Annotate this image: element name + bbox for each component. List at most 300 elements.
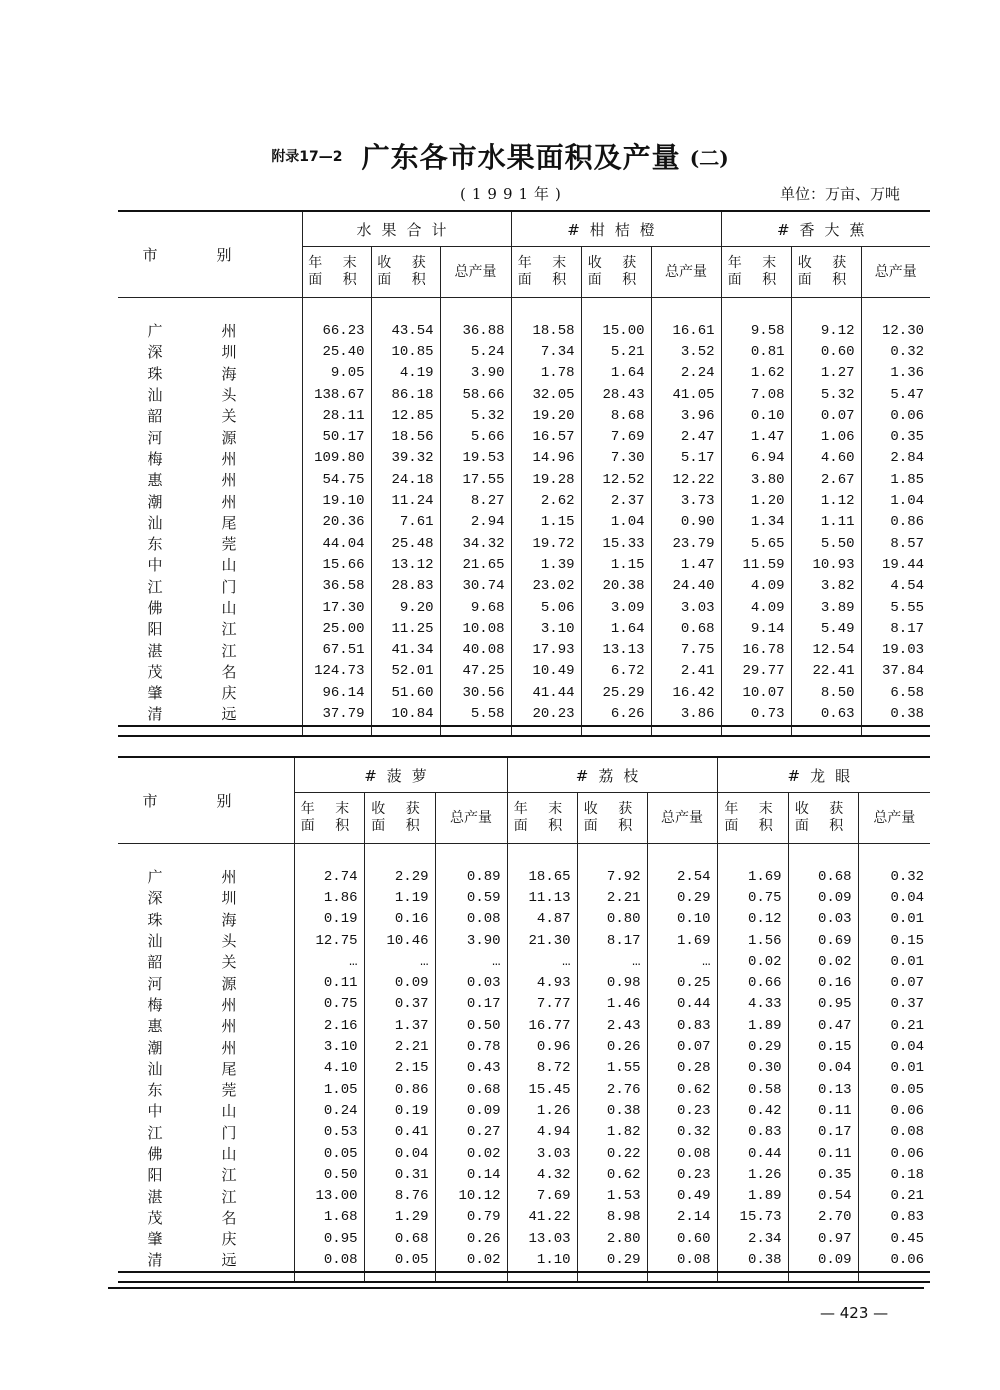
value-cell: 0.78 xyxy=(435,1036,507,1057)
value-cell: 2.84 xyxy=(861,448,930,469)
value-cell: 66.23 xyxy=(302,320,371,341)
city-name: 珠 海 xyxy=(118,909,294,930)
value-cell: 0.97 xyxy=(788,1228,858,1249)
value-cell: 0.79 xyxy=(435,1207,507,1228)
value-cell: 10.85 xyxy=(371,341,440,362)
value-cell: 0.08 xyxy=(858,1122,930,1143)
value-cell: 0.04 xyxy=(858,887,930,908)
value-cell: 0.96 xyxy=(507,1036,577,1057)
value-cell: 1.89 xyxy=(717,1185,788,1206)
value-cell: 1.46 xyxy=(577,994,647,1015)
value-cell: 9.12 xyxy=(791,320,861,341)
value-cell: 17.93 xyxy=(511,639,581,660)
city-name: 江 门 xyxy=(118,1122,294,1143)
value-cell: 2.62 xyxy=(511,490,581,511)
value-cell: 5.55 xyxy=(861,597,930,618)
value-cell: 25.00 xyxy=(302,618,371,639)
value-cell: 4.32 xyxy=(507,1164,577,1185)
value-cell: 19.03 xyxy=(861,639,930,660)
title-part: (二) xyxy=(689,145,729,170)
value-cell: 18.65 xyxy=(507,866,577,887)
value-cell: 0.60 xyxy=(647,1228,717,1249)
value-cell: 2.43 xyxy=(577,1015,647,1036)
value-cell: 0.01 xyxy=(858,951,930,972)
value-cell: 4.54 xyxy=(861,576,930,597)
value-cell: 0.68 xyxy=(651,618,721,639)
value-cell: 0.35 xyxy=(788,1164,858,1185)
value-cell: 0.08 xyxy=(294,1249,364,1271)
value-cell: 124.73 xyxy=(302,661,371,682)
value-cell: 2.21 xyxy=(364,1036,435,1057)
value-cell: 9.68 xyxy=(440,597,511,618)
city-name: 茂 名 xyxy=(118,1207,294,1228)
value-cell: 32.05 xyxy=(511,384,581,405)
value-cell: 41.22 xyxy=(507,1207,577,1228)
sub-header-output: 总产量 xyxy=(440,247,511,298)
value-cell: 9.20 xyxy=(371,597,440,618)
value-cell: 5.06 xyxy=(511,597,581,618)
city-name: 梅 州 xyxy=(118,448,302,469)
fruit-table-2 xyxy=(118,756,930,1283)
value-cell: 16.77 xyxy=(507,1015,577,1036)
value-cell: 13.13 xyxy=(581,639,651,660)
city-name: 佛 山 xyxy=(118,597,302,618)
value-cell: 0.68 xyxy=(364,1228,435,1249)
value-cell: 0.10 xyxy=(721,405,791,426)
value-cell: 44.04 xyxy=(302,533,371,554)
value-cell: 0.22 xyxy=(577,1143,647,1164)
city-name: 湛 江 xyxy=(118,639,302,660)
value-cell: 0.32 xyxy=(647,1122,717,1143)
value-cell: 2.76 xyxy=(577,1079,647,1100)
table-row xyxy=(118,1249,930,1271)
value-cell: 0.37 xyxy=(364,994,435,1015)
value-cell: 0.23 xyxy=(647,1100,717,1121)
value-cell: 1.82 xyxy=(577,1122,647,1143)
value-cell: 0.90 xyxy=(651,512,721,533)
value-cell: 0.81 xyxy=(721,341,791,362)
page-title: 广东各市水果面积及产量 xyxy=(361,141,681,174)
table-row xyxy=(118,426,930,447)
value-cell: 21.30 xyxy=(507,930,577,951)
value-cell: 12.85 xyxy=(371,405,440,426)
sub-header-harvested: 收 获 面 积 xyxy=(371,247,440,298)
sub-header-area: 年 末 面 积 xyxy=(507,793,577,844)
value-cell: 3.10 xyxy=(511,618,581,639)
value-cell: 0.50 xyxy=(294,1164,364,1185)
value-cell: 0.15 xyxy=(788,1036,858,1057)
value-cell: 5.50 xyxy=(791,533,861,554)
value-cell: 23.79 xyxy=(651,533,721,554)
value-cell: 4.60 xyxy=(791,448,861,469)
value-cell: 0.43 xyxy=(435,1058,507,1079)
value-cell: 0.44 xyxy=(647,994,717,1015)
value-cell: 0.29 xyxy=(577,1249,647,1271)
table-row xyxy=(118,1079,930,1100)
value-cell: 0.06 xyxy=(858,1249,930,1271)
table-row xyxy=(118,1185,930,1206)
spacer-row xyxy=(118,1272,930,1282)
value-cell: 0.08 xyxy=(435,909,507,930)
value-cell: 20.23 xyxy=(511,703,581,725)
value-cell: 9.05 xyxy=(302,363,371,384)
spacer-row xyxy=(118,298,930,321)
value-cell: 0.09 xyxy=(435,1100,507,1121)
footer-rule xyxy=(108,1287,924,1289)
value-cell: 0.68 xyxy=(435,1079,507,1100)
value-cell: 0.66 xyxy=(717,972,788,993)
value-cell: 3.03 xyxy=(651,597,721,618)
value-cell: 0.49 xyxy=(647,1185,717,1206)
value-cell: 16.78 xyxy=(721,639,791,660)
value-cell: 1.64 xyxy=(581,618,651,639)
value-cell: 0.05 xyxy=(858,1079,930,1100)
value-cell: 25.40 xyxy=(302,341,371,362)
value-cell: 0.41 xyxy=(364,1122,435,1143)
value-cell: 4.09 xyxy=(721,576,791,597)
value-cell: 0.25 xyxy=(647,972,717,993)
value-cell: 28.83 xyxy=(371,576,440,597)
city-name: 阳 江 xyxy=(118,618,302,639)
value-cell: 5.58 xyxy=(440,703,511,725)
sub-header-harvested: 收 获 面 积 xyxy=(577,793,647,844)
table-row xyxy=(118,533,930,554)
value-cell: 0.58 xyxy=(717,1079,788,1100)
value-cell: 1.62 xyxy=(721,363,791,384)
table-row xyxy=(118,554,930,575)
value-cell: 30.74 xyxy=(440,576,511,597)
value-cell: 1.39 xyxy=(511,554,581,575)
city-name: 佛 山 xyxy=(118,1143,294,1164)
value-cell: 1.47 xyxy=(651,554,721,575)
value-cell: 4.94 xyxy=(507,1122,577,1143)
value-cell: … xyxy=(577,951,647,972)
city-name: 茂 名 xyxy=(118,661,302,682)
value-cell: 0.10 xyxy=(647,909,717,930)
value-cell: 8.50 xyxy=(791,682,861,703)
spacer-row xyxy=(118,726,930,736)
value-cell: 0.09 xyxy=(788,887,858,908)
value-cell: 0.45 xyxy=(858,1228,930,1249)
value-cell: 1.69 xyxy=(647,930,717,951)
value-cell: 19.20 xyxy=(511,405,581,426)
value-cell: 0.05 xyxy=(294,1143,364,1164)
sub-header-harvested: 收 获 面 积 xyxy=(791,247,861,298)
value-cell: 0.07 xyxy=(791,405,861,426)
city-name: 汕 尾 xyxy=(118,1058,294,1079)
value-cell: 0.13 xyxy=(788,1079,858,1100)
value-cell: 0.59 xyxy=(435,887,507,908)
group-header: #香大蕉 xyxy=(721,211,930,247)
value-cell: 16.61 xyxy=(651,320,721,341)
value-cell: 0.03 xyxy=(435,972,507,993)
value-cell: 12.52 xyxy=(581,469,651,490)
value-cell: 0.29 xyxy=(717,1036,788,1057)
value-cell: 28.43 xyxy=(581,384,651,405)
value-cell: 4.87 xyxy=(507,909,577,930)
value-cell: 5.32 xyxy=(791,384,861,405)
value-cell: 16.42 xyxy=(651,682,721,703)
value-cell: 15.45 xyxy=(507,1079,577,1100)
value-cell: 1.86 xyxy=(294,887,364,908)
table-row xyxy=(118,341,930,362)
value-cell: 0.26 xyxy=(435,1228,507,1249)
value-cell: 2.29 xyxy=(364,866,435,887)
value-cell: 8.72 xyxy=(507,1058,577,1079)
value-cell: 0.07 xyxy=(858,972,930,993)
value-cell: 15.00 xyxy=(581,320,651,341)
value-cell: 1.29 xyxy=(364,1207,435,1228)
sub-header-area: 年 末 面 积 xyxy=(302,247,371,298)
value-cell: 14.96 xyxy=(511,448,581,469)
value-cell: 67.51 xyxy=(302,639,371,660)
value-cell: 0.89 xyxy=(435,866,507,887)
value-cell: 0.26 xyxy=(577,1036,647,1057)
value-cell: 28.11 xyxy=(302,405,371,426)
value-cell: 10.46 xyxy=(364,930,435,951)
value-cell: 0.08 xyxy=(647,1143,717,1164)
sub-header-output: 总产量 xyxy=(858,793,930,844)
value-cell: 0.60 xyxy=(791,341,861,362)
value-cell: 0.68 xyxy=(788,866,858,887)
value-cell: 5.47 xyxy=(861,384,930,405)
sub-header-output: 总产量 xyxy=(861,247,930,298)
table-row xyxy=(118,469,930,490)
value-cell: 0.21 xyxy=(858,1015,930,1036)
value-cell: 1.19 xyxy=(364,887,435,908)
value-cell: 19.53 xyxy=(440,448,511,469)
value-cell: 8.98 xyxy=(577,1207,647,1228)
table-row xyxy=(118,405,930,426)
value-cell: 1.05 xyxy=(294,1079,364,1100)
value-cell: 0.75 xyxy=(717,887,788,908)
value-cell: 3.96 xyxy=(651,405,721,426)
table-row xyxy=(118,951,930,972)
value-cell: 12.54 xyxy=(791,639,861,660)
value-cell: 4.19 xyxy=(371,363,440,384)
value-cell: 0.63 xyxy=(791,703,861,725)
city-name: 汕 头 xyxy=(118,384,302,405)
city-name: 清 远 xyxy=(118,703,302,725)
table-row xyxy=(118,930,930,951)
value-cell: 0.98 xyxy=(577,972,647,993)
value-cell: 11.13 xyxy=(507,887,577,908)
value-cell: 0.62 xyxy=(647,1079,717,1100)
value-cell: 0.02 xyxy=(435,1249,507,1271)
city-name: 惠 州 xyxy=(118,1015,294,1036)
city-name: 阳 江 xyxy=(118,1164,294,1185)
value-cell: 96.14 xyxy=(302,682,371,703)
table-row xyxy=(118,1143,930,1164)
value-cell: 13.12 xyxy=(371,554,440,575)
value-cell: 0.86 xyxy=(861,512,930,533)
value-cell: 1.20 xyxy=(721,490,791,511)
value-cell: 16.57 xyxy=(511,426,581,447)
value-cell: … xyxy=(647,951,717,972)
city-name: 广 州 xyxy=(118,866,294,887)
value-cell: 1.04 xyxy=(581,512,651,533)
value-cell: 10.93 xyxy=(791,554,861,575)
value-cell: 0.31 xyxy=(364,1164,435,1185)
value-cell: 19.28 xyxy=(511,469,581,490)
value-cell: 41.05 xyxy=(651,384,721,405)
table-row xyxy=(118,448,930,469)
value-cell: 0.11 xyxy=(788,1100,858,1121)
value-cell: 1.85 xyxy=(861,469,930,490)
value-cell: 3.73 xyxy=(651,490,721,511)
value-cell: 0.44 xyxy=(717,1143,788,1164)
value-cell: 1.56 xyxy=(717,930,788,951)
value-cell: 10.49 xyxy=(511,661,581,682)
value-cell: 2.24 xyxy=(651,363,721,384)
unit-label: 单位：万亩、万吨 xyxy=(780,185,901,203)
value-cell: 6.94 xyxy=(721,448,791,469)
city-name: 潮 州 xyxy=(118,490,302,511)
value-cell: 0.83 xyxy=(858,1207,930,1228)
table-row xyxy=(118,682,930,703)
value-cell: 1.55 xyxy=(577,1058,647,1079)
table-row xyxy=(118,1100,930,1121)
value-cell: 54.75 xyxy=(302,469,371,490)
page-number: — 423 — xyxy=(820,1304,889,1322)
value-cell: 5.49 xyxy=(791,618,861,639)
value-cell: 0.04 xyxy=(364,1143,435,1164)
value-cell: 25.48 xyxy=(371,533,440,554)
value-cell: 0.50 xyxy=(435,1015,507,1036)
table-row xyxy=(118,1228,930,1249)
value-cell: 7.77 xyxy=(507,994,577,1015)
value-cell: 0.83 xyxy=(717,1122,788,1143)
value-cell: 0.17 xyxy=(788,1122,858,1143)
value-cell: 50.17 xyxy=(302,426,371,447)
value-cell: 0.12 xyxy=(717,909,788,930)
value-cell: 1.64 xyxy=(581,363,651,384)
value-cell: 3.52 xyxy=(651,341,721,362)
value-cell: 4.09 xyxy=(721,597,791,618)
value-cell: 24.18 xyxy=(371,469,440,490)
value-cell: 5.17 xyxy=(651,448,721,469)
value-cell: 29.77 xyxy=(721,661,791,682)
value-cell: 0.29 xyxy=(647,887,717,908)
value-cell: 0.95 xyxy=(294,1228,364,1249)
value-cell: 6.72 xyxy=(581,661,651,682)
appendix-number: 附录17—2 xyxy=(271,149,343,165)
value-cell: 24.40 xyxy=(651,576,721,597)
value-cell: 12.75 xyxy=(294,930,364,951)
table-row xyxy=(118,703,930,725)
city-name: 肇 庆 xyxy=(118,682,302,703)
group-header: 水果合计 xyxy=(302,211,511,247)
city-name: 汕 头 xyxy=(118,930,294,951)
group-header: #荔枝 xyxy=(507,757,717,793)
value-cell: 0.38 xyxy=(861,703,930,725)
value-cell: 2.67 xyxy=(791,469,861,490)
city-name: 中 山 xyxy=(118,554,302,575)
city-name: 河 源 xyxy=(118,972,294,993)
value-cell: 19.72 xyxy=(511,533,581,554)
value-cell: 0.08 xyxy=(647,1249,717,1271)
value-cell: 2.70 xyxy=(788,1207,858,1228)
value-cell: 19.44 xyxy=(861,554,930,575)
value-cell: 0.16 xyxy=(788,972,858,993)
city-name: 湛 江 xyxy=(118,1185,294,1206)
value-cell: 20.38 xyxy=(581,576,651,597)
value-cell: 12.22 xyxy=(651,469,721,490)
value-cell: 3.03 xyxy=(507,1143,577,1164)
value-cell: 1.15 xyxy=(511,512,581,533)
value-cell: 4.10 xyxy=(294,1058,364,1079)
value-cell: 17.30 xyxy=(302,597,371,618)
value-cell: 7.61 xyxy=(371,512,440,533)
value-cell: 47.25 xyxy=(440,661,511,682)
value-cell: 5.21 xyxy=(581,341,651,362)
value-cell: 3.82 xyxy=(791,576,861,597)
value-cell: 30.56 xyxy=(440,682,511,703)
value-cell: 1.36 xyxy=(861,363,930,384)
city-name: 惠 州 xyxy=(118,469,302,490)
value-cell: 8.27 xyxy=(440,490,511,511)
value-cell: 6.26 xyxy=(581,703,651,725)
value-cell: 22.41 xyxy=(791,661,861,682)
table-row xyxy=(118,384,930,405)
value-cell: 2.74 xyxy=(294,866,364,887)
value-cell: 0.16 xyxy=(364,909,435,930)
value-cell: 37.79 xyxy=(302,703,371,725)
table-row xyxy=(118,363,930,384)
table-row xyxy=(118,1036,930,1057)
table-row xyxy=(118,866,930,887)
value-cell: 2.16 xyxy=(294,1015,364,1036)
value-cell: … xyxy=(364,951,435,972)
group-header: #菠萝 xyxy=(294,757,507,793)
value-cell: 18.56 xyxy=(371,426,440,447)
value-cell: 0.04 xyxy=(788,1058,858,1079)
value-cell: 0.47 xyxy=(788,1015,858,1036)
value-cell: 0.83 xyxy=(647,1015,717,1036)
value-cell: 0.15 xyxy=(858,930,930,951)
value-cell: 51.60 xyxy=(371,682,440,703)
value-cell: 0.53 xyxy=(294,1122,364,1143)
value-cell: 34.32 xyxy=(440,533,511,554)
value-cell: 5.66 xyxy=(440,426,511,447)
value-cell: 7.34 xyxy=(511,341,581,362)
table-row xyxy=(118,320,930,341)
value-cell: 138.67 xyxy=(302,384,371,405)
value-cell: 1.27 xyxy=(791,363,861,384)
sub-header-area: 年 末 面 积 xyxy=(721,247,791,298)
value-cell: 17.55 xyxy=(440,469,511,490)
value-cell: 8.17 xyxy=(577,930,647,951)
value-cell: 3.10 xyxy=(294,1036,364,1057)
value-cell: 1.37 xyxy=(364,1015,435,1036)
value-cell: 15.73 xyxy=(717,1207,788,1228)
value-cell: … xyxy=(507,951,577,972)
value-cell: 2.54 xyxy=(647,866,717,887)
value-cell: 0.17 xyxy=(435,994,507,1015)
city-name: 东 莞 xyxy=(118,1079,294,1100)
value-cell: 0.11 xyxy=(788,1143,858,1164)
value-cell: 0.21 xyxy=(858,1185,930,1206)
value-cell: 2.14 xyxy=(647,1207,717,1228)
table-row xyxy=(118,909,930,930)
value-cell: 0.27 xyxy=(435,1122,507,1143)
value-cell: 0.06 xyxy=(861,405,930,426)
city-name: 东 莞 xyxy=(118,533,302,554)
value-cell: 0.42 xyxy=(717,1100,788,1121)
value-cell: 0.62 xyxy=(577,1164,647,1185)
value-cell: 0.01 xyxy=(858,909,930,930)
value-cell: 1.47 xyxy=(721,426,791,447)
